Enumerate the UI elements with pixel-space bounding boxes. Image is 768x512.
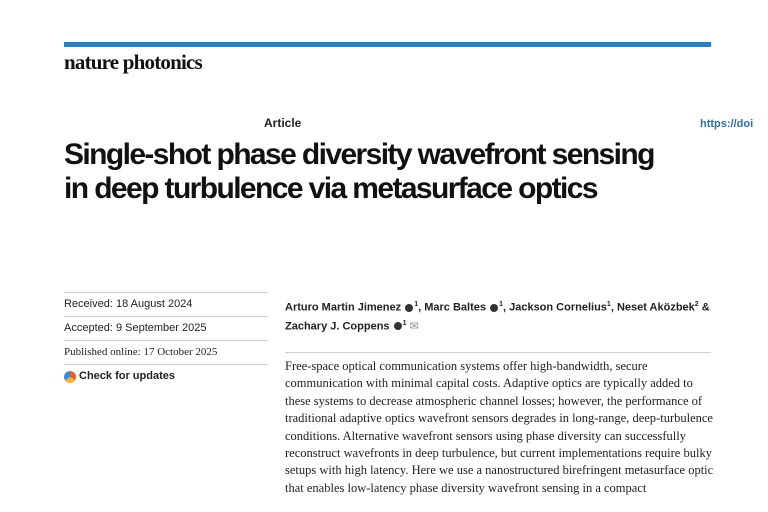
article-dates [64, 292, 268, 388]
orcid-icon[interactable] [490, 304, 498, 312]
check-updates-icon [64, 371, 76, 383]
journal-accent-bar [64, 42, 711, 47]
author-name[interactable]: Zachary J. Coppens [285, 320, 390, 333]
doi-link[interactable]: https://doi [700, 118, 754, 130]
author-affiliation: 1 [606, 301, 611, 308]
author-list: Arturo Martin Jimenez $^1$, Marc Baltes $^1$, Jackson Cornelius$^1$, Neset Aközbek$^2$ & Zachary J. Coppens $^1$ ✉ [285, 301, 710, 333]
email-icon[interactable]: ✉ [409, 320, 419, 333]
author-affiliation: 1 [402, 319, 407, 327]
received-date: Received: 18 August 2024 [64, 293, 268, 317]
abstract-text: Free-space optical communication systems offer high-bandwidth, secure communication with minimal capital costs. Adaptive optics are typically added to these systems to decrease atmospheric channel losses; however, the performance of traditional adaptive optics wavefront sensors degrades in long-range, deep-turbulence conditions. Alternative wavefront sensors using phase diversity can successfully reconstruct wavefronts in deep turbulence, but current implementations require bulky setups with high latency. Here we use a nanostructured birefringent metasurface optic that enables low-latency phase diversity wavefront sensing in a compact [285, 359, 714, 495]
abstract-divider [285, 352, 711, 353]
author-name[interactable]: Jackson Cornelius [509, 301, 607, 314]
check-updates-label: Check for updates [79, 370, 175, 382]
accepted-date: Accepted: 9 September 2025 [64, 317, 268, 341]
author-affiliation: 1 [414, 301, 419, 308]
article-title: Single-shot phase diversity wavefront sensing in deep turbulence via metasurface optics [64, 138, 654, 205]
check-updates-button[interactable] [64, 365, 268, 388]
author-affiliation: 2 [694, 301, 699, 308]
orcid-icon[interactable] [405, 304, 413, 312]
article-type-label: Article [264, 116, 302, 130]
author-affiliation: 1 [499, 301, 503, 308]
author-name[interactable]: Arturo Martin Jimenez [285, 301, 402, 314]
orcid-icon[interactable] [394, 322, 402, 330]
author-name[interactable]: Marc Baltes [424, 301, 486, 314]
author-name[interactable]: Neset Aközbek [616, 301, 695, 314]
journal-logo: nature photonics [64, 50, 202, 74]
published-date: Published online: 17 October 2025 [64, 341, 268, 365]
